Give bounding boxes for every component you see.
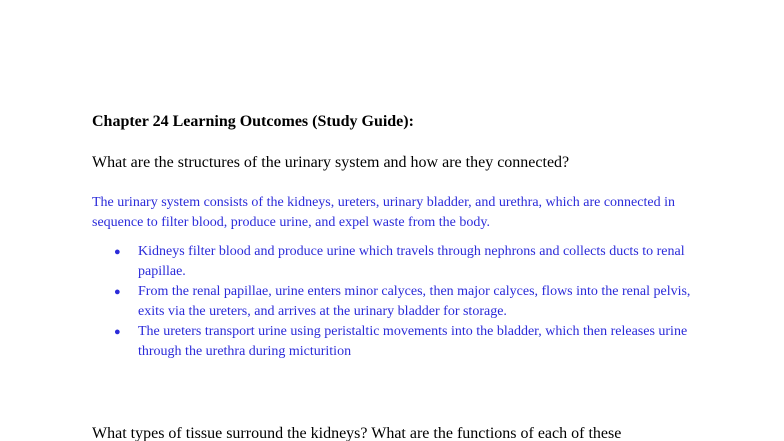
bullet-text: Kidneys filter blood and produce urine which travels through nephrons and collects ducts to renal papillae. bbox=[138, 244, 685, 279]
bullet-text: The ureters transport urine using peristaltic movements into the bladder, which then releases urine through the urethra during micturition bbox=[138, 324, 688, 359]
chapter-heading: Chapter 24 Learning Outcomes (Study Guide): bbox=[92, 113, 414, 130]
list-item bbox=[92, 282, 702, 322]
bullet-icon: ● bbox=[114, 326, 121, 338]
list-item bbox=[92, 242, 702, 282]
bullet-icon: ● bbox=[114, 286, 121, 298]
bullet-text: From the renal papillae, urine enters minor calyces, then major calyces, flows into the renal pelvis, exits via the ureters, and arrives at the urinary bladder for storage. bbox=[138, 284, 691, 319]
question-tissues: What types of tissue surround the kidneys? What are the functions of each of these bbox=[92, 425, 622, 441]
answer-paragraph: The urinary system consists of the kidneys, ureters, urinary bladder, and urethra, which are connected in sequence to filter blood, produce urine, and expel waste from the body. bbox=[92, 195, 675, 230]
bullet-icon: ● bbox=[114, 246, 121, 258]
question-structures: What are the structures of the urinary system and how are they connected? bbox=[92, 154, 570, 171]
list-item bbox=[92, 322, 702, 362]
answer-bullet-list bbox=[92, 242, 702, 362]
